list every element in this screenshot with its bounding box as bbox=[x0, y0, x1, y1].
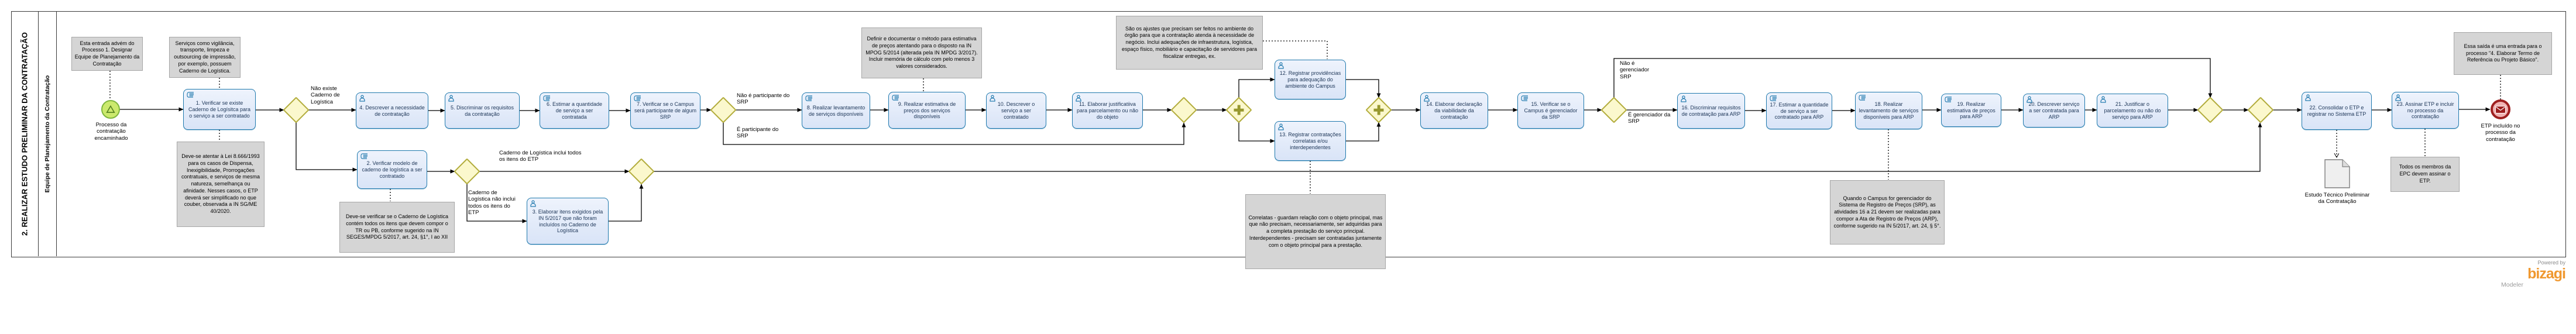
task-20[interactable] bbox=[2023, 94, 2085, 128]
task-label: 4. Descrever a necessidade de contratação bbox=[359, 104, 425, 117]
data-object-document[interactable] bbox=[2324, 159, 2350, 188]
task-9[interactable] bbox=[888, 92, 966, 129]
task-3[interactable] bbox=[527, 198, 609, 245]
annotation-note: Quando o Campus for gerenciador do Sistema de Registro de Preços (SRP), as atividades 16 a 21 devem ser realizadas para compor a Ata de Registro de Preços (ARP), conforme sugerido na IN 5/2017, art. 24, § 5°. bbox=[1830, 180, 1945, 245]
task-label: 2. Verificar modelo de caderno de logística a ser contratado bbox=[362, 160, 423, 179]
powered-by-text: Powered by bbox=[2537, 260, 2565, 266]
user-task-icon bbox=[1277, 62, 1286, 69]
task-label: 18. Realizar levantamento de serviços disponíveis para ARP bbox=[1859, 101, 1919, 120]
task-2[interactable] bbox=[357, 150, 427, 189]
pool-title: 2. REALIZAR ESTUDO PRELIMINAR DA CONTRATAÇÃO bbox=[20, 32, 29, 236]
annotation-note: Essa saída é uma entrada para o processo "4. Elaborar Termo de Referência ou Projeto Básico". bbox=[2454, 32, 2552, 75]
task-4[interactable] bbox=[356, 92, 428, 129]
user-task-icon bbox=[2395, 94, 2403, 101]
task-label: 14. Elaborar declaração da viabilidade da contratação bbox=[1426, 101, 1482, 120]
manual-task-icon bbox=[360, 153, 369, 160]
message-envelope-icon bbox=[2495, 106, 2506, 113]
task-6[interactable] bbox=[540, 92, 609, 129]
task-10[interactable] bbox=[986, 92, 1046, 129]
flow-condition-label: Não é gerenciador SRP bbox=[1620, 60, 1650, 80]
user-task-icon bbox=[1680, 95, 1689, 102]
start-event[interactable] bbox=[101, 100, 120, 119]
parallel-plus-icon bbox=[1231, 102, 1247, 118]
annotation-note: Deve-se verificar se o Caderno de Logística contém todos os itens que devem compor o TR ou PB, conforme sugerido na IN SEGES/MPDG 5/2017, art. 24, §1°, I ao XII bbox=[339, 202, 455, 253]
task-label: 16. Discriminar requisitos de contratação para ARP bbox=[1681, 105, 1741, 117]
flow-condition-label: É participante do SRP bbox=[737, 126, 779, 140]
task-1[interactable] bbox=[183, 89, 256, 130]
manual-task-icon bbox=[1769, 95, 1778, 102]
modeler-text: Modeler bbox=[2501, 281, 2523, 288]
manual-task-icon bbox=[1520, 95, 1529, 102]
task-11[interactable] bbox=[1072, 92, 1143, 129]
manual-task-icon bbox=[891, 94, 900, 101]
task-8[interactable] bbox=[802, 92, 870, 129]
task-13[interactable] bbox=[1275, 121, 1346, 161]
annotation-note: Deve-se atentar à Lei 8.666/1993 para os casos de Dispensa, Inexigibilidade, Prorrogações contratuais, e serviços de mesma natureza, semelhança ou afinidade. Nesses casos, o ETP deverá ser simplificado no que couber, observada a IN SG/ME 40/2020. bbox=[177, 142, 265, 227]
task-label: 17. Estimar a quantidade de serviço a ser contratado para ARP bbox=[1770, 101, 1829, 120]
task-17[interactable] bbox=[1766, 92, 1832, 129]
annotation-note: Todos os membros da EPC devem assinar o ETP. bbox=[2390, 157, 2460, 192]
task-label: 3. Elaborar itens exigidos pela IN 5/2017 que não foram incluídos no Caderno de Logística bbox=[532, 208, 603, 234]
manual-task-icon bbox=[805, 95, 813, 102]
task-label: 6. Estimar a quantidade de serviço a ser contratada bbox=[546, 101, 603, 120]
annotation-note: Esta entrada advém do Processo 1. Designar Equipe de Planejamento da Contratação bbox=[71, 37, 143, 71]
start-event-label: Processo da contratação encaminhado bbox=[94, 122, 128, 142]
user-task-icon bbox=[359, 95, 367, 102]
signal-triangle-icon bbox=[105, 104, 116, 115]
user-task-icon bbox=[2026, 96, 2035, 103]
task-label: 19. Realizar estimativa de preços para ARP bbox=[1947, 101, 1995, 120]
flow-condition-label: Caderno de Logística inclui todos os itens do ETP bbox=[499, 150, 582, 163]
task-15[interactable] bbox=[1517, 92, 1584, 129]
task-label: 13. Registrar contratações correlatas e/ou interdependentes bbox=[1279, 132, 1341, 150]
manual-task-icon bbox=[633, 95, 642, 102]
task-12[interactable] bbox=[1275, 60, 1346, 99]
task-23[interactable] bbox=[2392, 92, 2459, 129]
parallel-plus-icon bbox=[1371, 102, 1387, 118]
task-21[interactable] bbox=[2097, 94, 2168, 128]
task-7[interactable] bbox=[630, 92, 700, 129]
end-event-label: ETP incluído no processo da contratação bbox=[2481, 123, 2520, 143]
task-label: 11. Elaborar justificatiiva para parcelamento ou não do objeto bbox=[1076, 101, 1139, 120]
flow-condition-label: Não é participante do SRP bbox=[737, 92, 790, 106]
end-event[interactable] bbox=[2491, 99, 2510, 119]
user-task-icon bbox=[2304, 94, 2313, 101]
flow-condition-label: Caderno de Logística não inclui todos os itens do ETP bbox=[468, 190, 516, 216]
task-label: 9. Realizar estimativa de preços dos serviços disponíveis bbox=[898, 101, 956, 120]
task-label: 21. Justificar o parcelamento ou não do serviço para ARP bbox=[2104, 101, 2161, 120]
user-task-icon bbox=[1075, 95, 1084, 102]
task-22[interactable] bbox=[2302, 92, 2372, 130]
annotation-note: Correlatas - guardam relação com o objeto principal, mas que não precisam, necessariamente, ser adquiridas para a completa prestação do serviço principal. Interdependentes - precisam ser contratadas juntamente com o objeto principal para a prestação. bbox=[1245, 194, 1386, 269]
task-label: 23. Assinar ETP e incluir no processo da contratação bbox=[2396, 101, 2454, 120]
task-label: 5. Discriminar os requisitos da contratação bbox=[450, 104, 514, 117]
lane-title-bar bbox=[39, 11, 57, 256]
annotation-note: São os ajustes que precisam ser feitos no ambiente do órgão para que a contratação atenda à necessidade de negócio. Inclui adequações de infraestrutura, logística, espaço físico, mobiliário e capacitação de servidores para fiscalizar entregas, ex. bbox=[1116, 16, 1263, 70]
manual-task-icon bbox=[1944, 96, 1953, 103]
task-16[interactable] bbox=[1677, 93, 1745, 129]
user-task-icon bbox=[530, 200, 538, 207]
pool-title-bar bbox=[11, 11, 39, 256]
task-19[interactable] bbox=[1941, 94, 2001, 127]
user-task-icon bbox=[1277, 123, 1286, 130]
data-object-label: Estudo Técnico Preliminar da Contratação bbox=[2304, 192, 2370, 205]
task-label: 10. Descrever o serviço a ser contratado bbox=[997, 101, 1035, 120]
task-label: 20. Descrever serviço a ser contratada para ARP bbox=[2028, 101, 2080, 120]
task-5[interactable] bbox=[445, 92, 520, 129]
manual-task-icon bbox=[1858, 94, 1867, 101]
manual-task-icon bbox=[542, 95, 551, 102]
task-18[interactable] bbox=[1855, 92, 1922, 129]
annotation-note: Definir e documentar o método para estimativa de preços atentando para o disposto na IN MPOG 5/2014 (alterada pela IN MPDG 3/2017). Incluir memória de cálculo com pelo menos 3 valores considerados. bbox=[861, 27, 982, 78]
user-task-icon bbox=[1423, 95, 1432, 102]
annotation-note: Serviços como vigilância, transporte, limpeza e outsourcing de impressão, por exemplo, possuem Caderno de Logística. bbox=[169, 37, 241, 78]
task-label: 7. Verificar se o Campus será participante de algum SRP bbox=[634, 101, 697, 120]
task-label: 12. Registrar providências para adequação do ambiente do Campus bbox=[1279, 70, 1341, 89]
user-task-icon bbox=[2100, 96, 2108, 103]
bizagi-logo bbox=[2500, 260, 2565, 288]
user-task-icon bbox=[448, 95, 456, 102]
task-label: 15. Verificar se o Campus é gerenciador da SRP bbox=[1524, 101, 1578, 120]
task-14[interactable] bbox=[1420, 92, 1488, 129]
task-label: 1. Verificar se existe Caderno de Logísitca para o serviço a ser contratado bbox=[188, 100, 251, 119]
user-task-icon bbox=[989, 95, 998, 102]
task-label: 8. Realizar levantamento de serviços disponíveis bbox=[806, 104, 865, 117]
bizagi-wordmark: bizagi bbox=[2527, 266, 2565, 282]
task-label: 22. Consolidar o ETP e registrar no Sistema ETP bbox=[2307, 105, 2367, 117]
flow-condition-label: Não existe Caderno de Logística bbox=[311, 85, 340, 105]
flow-condition-label: É gerenciador da SRP bbox=[1628, 112, 1671, 125]
manual-task-icon bbox=[186, 91, 195, 98]
lane-title: Equipe de Planejamento da Contratação bbox=[44, 75, 51, 192]
